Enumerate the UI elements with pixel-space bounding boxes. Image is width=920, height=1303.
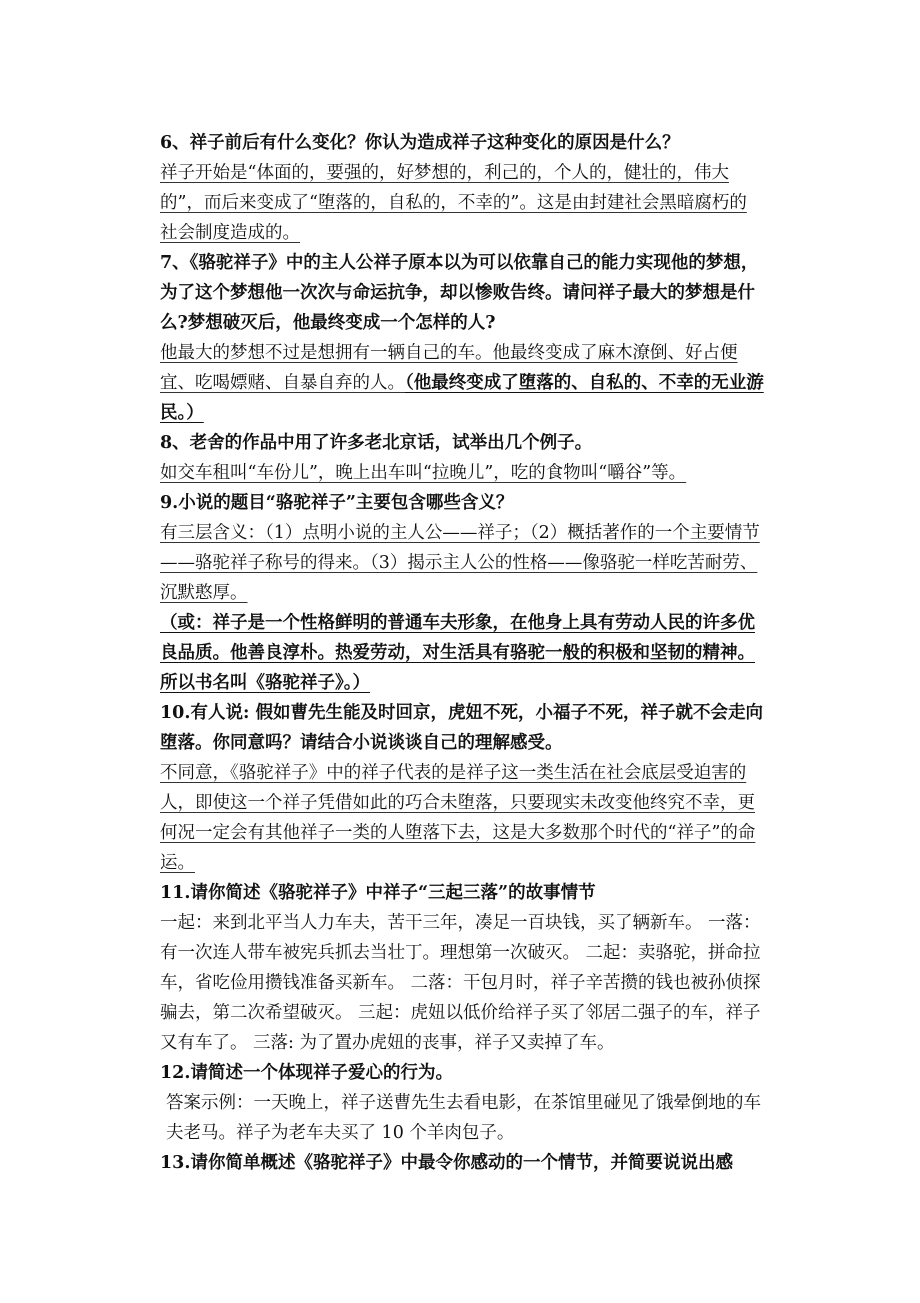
question-9: 9.小说的题目“骆驼祥子”主要包含哪些含义？: [160, 493, 514, 513]
answer-9-alt: [160, 608, 764, 698]
question-7: 7、《骆驼祥子》中的主人公祥子原本以为可以依靠自己的能力实现他的梦想，为了这个梦想他一次次与命运抗争，却以惨败告终。请问祥子最大的梦想是什么?梦想破灭后，他最终变成一个怎样的人?: [160, 253, 759, 333]
answer-6-text: 祥子开始是“体面的，要强的，好梦想的，利己的，个人的，健壮的，伟大的”，而后来变成了“堕落的，自私的，不幸的”。这是由封建社会黑暗腐朽的社会制度造成的。: [160, 163, 747, 243]
answer-10: [160, 758, 764, 878]
answer-9: [160, 518, 764, 608]
answer-9-text: 有三层含义：（1）点明小说的主人公——祥子；（2）概括著作的一个主要情节——骆驼祥子称号的得来。（3）揭示主人公的性格——像骆驼一样吃苦耐劳、沉默憨厚。: [160, 523, 760, 603]
answer-12: 答案示例：一天晚上，祥子送曹先生去看电影，在茶馆里碰见了饿晕倒地的车夫老马。祥子为老车夫买了 10 个羊肉包子。: [166, 1093, 761, 1143]
answer-11: 一起：来到北平当人力车夫，苦干三年，凑足一百块钱，买了辆新车。 一落：有一次连人带车被宪兵抓去当壮丁。理想第一次破灭。 二起：卖骆驼，拼命拉车，省吃俭用攒钱准备买新车。 二落：干包月时，祥子辛苦攒的钱也被孙侦探骗去，第二次希望破灭。 三起：虎妞以低价给祥子买了邻居二强子的车，祥子又有车了。 三落: 为了置办虎妞的丧事，祥子又卖掉了车。: [160, 913, 761, 1053]
answer-7: [160, 338, 764, 428]
answer-7-bold-text: （他最终变成了堕落的、自私的、不幸的无业游民。）: [160, 373, 764, 423]
answer-6: [160, 158, 764, 248]
question-12: 12.请简述一个体现祥子爱心的行为。: [160, 1063, 453, 1083]
answer-10-text: 不同意，《骆驼祥子》中的祥子代表的是祥子这一类生活在社会底层受迫害的人，即使这一个祥子凭借如此的巧合未堕落，只要现实未改变他终究不幸，更何况一定会有其他祥子一类的人堕落下去，这是大多数那个时代的“祥子”的命运。: [160, 763, 756, 873]
question-10: 10.有人说: 假如曹先生能及时回京，虎妞不死，小福子不死，祥子就不会走向堕落。你同意吗？请结合小说谈谈自己的理解感受。: [160, 703, 763, 753]
question-8: 8、老舍的作品中用了许多老北京话，试举出几个例子。: [160, 433, 593, 453]
answer-9-bold-text: （或：祥子是一个性格鲜明的普通车夫形象，在他身上具有劳动人民的许多优良品质。他善良淳朴。热爱劳动，对生活具有骆驼一般的积极和坚韧的精神。所以书名叫《骆驼祥子》。）: [160, 613, 755, 693]
answer-8: [160, 458, 764, 488]
answer-7-text: 他最大的梦想不过是想拥有一辆自己的车。他最终变成了麻木潦倒、好占便宜、吃喝嫖赌、自暴自弃的人。: [160, 343, 738, 393]
question-11: 11.请你简述《骆驼祥子》中祥子“三起三落”的故事情节: [160, 883, 596, 903]
question-6: 6、祥子前后有什么变化？你认为造成祥子这种变化的原因是什么？: [160, 133, 680, 153]
document-page: [160, 128, 764, 1178]
question-13: 13.请你简单概述《骆驼祥子》中最令你感动的一个情节，并简要说说出感: [160, 1153, 733, 1173]
answer-8-text: 如交车租叫“车份儿”，晚上出车叫“拉晚儿”，吃的食物叫“嚼谷”等。: [160, 463, 687, 483]
